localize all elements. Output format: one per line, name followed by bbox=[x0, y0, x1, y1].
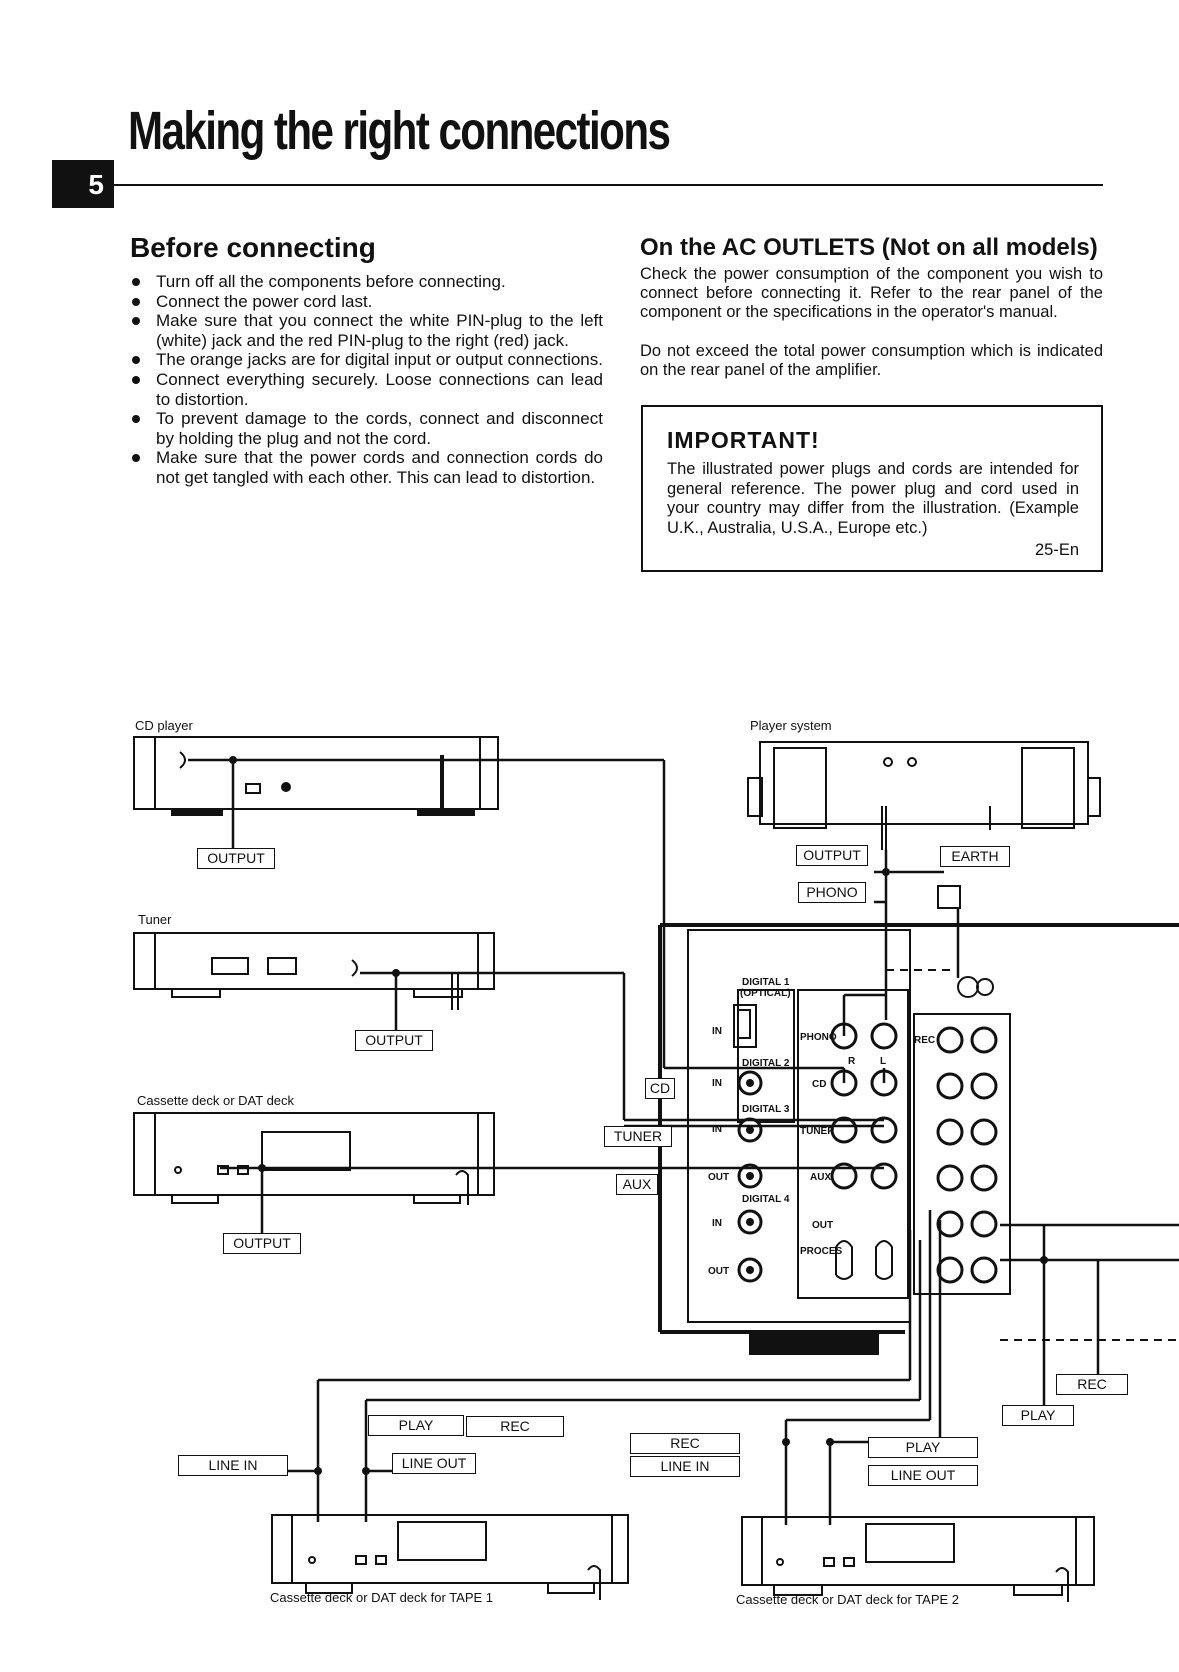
panel-proces: PROCES bbox=[800, 1246, 843, 1257]
tuner-tag: TUNER bbox=[604, 1126, 672, 1147]
ac-para-2: Do not exceed the total power consumption which is indicated on the rear panel of the amplifier. bbox=[640, 342, 1103, 380]
panel-digital4: DIGITAL 4 bbox=[742, 1194, 790, 1205]
list-item: Make sure that you connect the white PIN-plug to the left (white) jack and the red PIN-plug to the right (red) jack. bbox=[130, 311, 603, 350]
tape1-line-in-tag: LINE IN bbox=[178, 1455, 288, 1476]
panel-in-4: IN bbox=[712, 1218, 722, 1229]
player-system-label: Player system bbox=[750, 718, 832, 733]
tuner-output-tag: OUTPUT bbox=[355, 1030, 433, 1051]
tape2-play-tag: PLAY bbox=[868, 1437, 978, 1458]
before-heading: Before connecting bbox=[130, 232, 376, 263]
panel-out-3: OUT bbox=[812, 1220, 834, 1231]
panel-l: L bbox=[880, 1056, 887, 1067]
panel-tuner: TUNER bbox=[800, 1126, 835, 1137]
aux-tag: AUX bbox=[616, 1174, 658, 1195]
tape2-rec-tag: REC bbox=[630, 1433, 740, 1454]
ac-para-1: Check the power consumption of the component you wish to connect before connecting it. Refer to the rear panel of the component or the specifications in the operator's manual. bbox=[640, 265, 1103, 322]
chapter-marker: 5 bbox=[52, 160, 114, 208]
list-item: Connect everything securely. Loose connections can lead to distortion. bbox=[130, 370, 603, 409]
phono-tag: PHONO bbox=[798, 882, 866, 903]
tape2-line-in-tag: LINE IN bbox=[630, 1456, 740, 1477]
panel-in-1: IN bbox=[712, 1026, 722, 1037]
panel-out-2: OUT bbox=[708, 1266, 730, 1277]
panel-in-3: IN bbox=[712, 1124, 722, 1135]
cd-player-label: CD player bbox=[135, 718, 193, 733]
panel-in-2: IN bbox=[712, 1078, 722, 1089]
ac-heading: On the AC OUTLETS (Not on all models) bbox=[640, 234, 1098, 261]
tape1-deck-body bbox=[272, 1515, 628, 1583]
tuner-body bbox=[134, 933, 494, 989]
earth-tag: EARTH bbox=[940, 846, 1010, 867]
list-item-note: The orange jacks are for digital input or output connections. bbox=[130, 350, 603, 370]
tape1-play-tag: PLAY bbox=[368, 1415, 464, 1436]
panel-digital2: DIGITAL 2 bbox=[742, 1058, 790, 1069]
tape2-rec-right-tag: REC bbox=[1056, 1374, 1128, 1395]
panel-cd: CD bbox=[812, 1079, 827, 1090]
important-heading: IMPORTANT! bbox=[667, 427, 820, 453]
list-item: To prevent damage to the cords, connect and disconnect by holding the plug and not the cord. bbox=[130, 409, 603, 448]
panel-r: R bbox=[848, 1056, 856, 1067]
cassette-output-tag: OUTPUT bbox=[223, 1233, 301, 1254]
important-text: The illustrated power plugs and cords are intended for general reference. The power plug and cord used in your country may differ from the illustration. (Example U.K., Australia, U.S.A., Europe etc.) bbox=[667, 460, 1079, 537]
tape2-label: Cassette deck or DAT deck for TAPE 2 bbox=[736, 1592, 960, 1607]
player-system-body bbox=[760, 742, 1088, 824]
tape1-rec-tag: REC bbox=[466, 1416, 564, 1437]
list-item: Connect the power cord last. bbox=[130, 292, 603, 312]
list-item: Turn off all the components before connecting. bbox=[130, 272, 603, 292]
player-output-tag: OUTPUT bbox=[796, 845, 868, 866]
panel-digital1: DIGITAL 1 bbox=[742, 977, 790, 988]
page-number: 25-En bbox=[1034, 541, 1079, 559]
page-title: Making the right connections bbox=[128, 101, 670, 161]
panel-rec: REC bbox=[914, 1035, 936, 1046]
panel-out-1: OUT bbox=[708, 1172, 730, 1183]
panel-optical: (OPTICAL) bbox=[740, 988, 791, 999]
panel-phono: PHONO bbox=[800, 1032, 837, 1043]
cd-output-tag: OUTPUT bbox=[197, 848, 275, 869]
tape1-line-out-tag: LINE OUT bbox=[392, 1453, 476, 1474]
panel-digital3: DIGITAL 3 bbox=[742, 1104, 790, 1115]
tape2-deck-body bbox=[742, 1517, 1094, 1585]
list-item: Make sure that the power cords and connection cords do not get tangled with each other. This can lead to distortion. bbox=[130, 448, 603, 487]
tape1-label: Cassette deck or DAT deck for TAPE 1 bbox=[270, 1590, 494, 1605]
cassette-label: Cassette deck or DAT deck bbox=[137, 1093, 295, 1108]
tape2-play-right-tag: PLAY bbox=[1002, 1405, 1074, 1426]
tape2-line-out-tag: LINE OUT bbox=[868, 1465, 978, 1486]
cassette-body bbox=[134, 1113, 494, 1195]
panel-aux: AUX bbox=[810, 1172, 832, 1183]
cd-tag: CD bbox=[645, 1078, 675, 1099]
tuner-label: Tuner bbox=[138, 912, 172, 927]
